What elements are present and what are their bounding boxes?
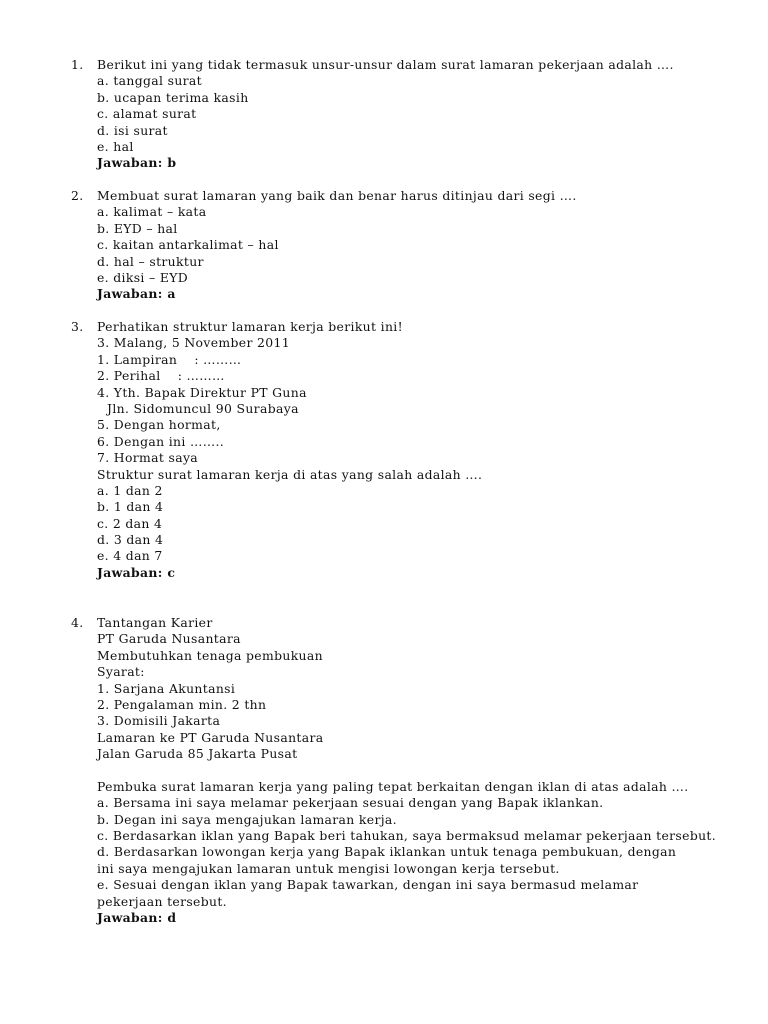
option-c: c. Berdasarkan iklan yang Bapak beri tahukan, saya bermaksud melamar pekerjaan tersebut.	[97, 828, 717, 844]
ad-line: Tantangan Karier	[97, 615, 213, 630]
answer-key: Jawaban: d	[97, 910, 177, 926]
option-b: b. ucapan terima kasih	[97, 89, 249, 105]
ad-line: Lamaran ke PT Garuda Nusantara	[97, 729, 324, 745]
structure-line: 6. Dengan ini ……..	[97, 433, 225, 449]
question-stem: Berikut ini yang tidak termasuk unsur-unsur dalam surat lamaran pekerjaan adalah ….	[97, 57, 674, 72]
option-e: e. Sesuai dengan iklan yang Bapak tawarkan, dengan ini saya bermasud melamar pekerjaan tersebut.	[97, 877, 639, 909]
option-d: d. hal – struktur	[97, 253, 204, 269]
question-text: Pembuka surat lamaran kerja yang paling tepat berkaitan dengan iklan di atas adalah ….	[97, 778, 689, 794]
option-d: d. isi surat	[97, 122, 168, 138]
ad-line: Syarat:	[97, 664, 145, 680]
structure-line: 4. Yth. Bapak Direktur PT Guna	[97, 384, 307, 400]
ad-line: PT Garuda Nusantara	[97, 631, 241, 647]
question-content	[97, 188, 697, 303]
option-a: a. 1 dan 2	[97, 482, 163, 498]
option-e: e. diksi – EYD	[97, 269, 189, 285]
ad-line: Jalan Garuda 85 Jakarta Pusat	[97, 746, 298, 762]
option-c: c. kaitan antarkalimat – hal	[97, 237, 279, 253]
option-b: b. Degan ini saya mengajukan lamaran kerja.	[97, 811, 397, 827]
structure-line: Jln. Sidomuncul 90 Surabaya	[107, 400, 299, 416]
option-a: a. Bersama ini saya melamar pekerjaan sesuai dengan yang Bapak iklankan.	[97, 795, 604, 811]
question-number: 1.	[71, 57, 84, 72]
question-stem: Perhatikan struktur lamaran kerja berikut ini!	[97, 319, 403, 334]
option-c: c. 2 dan 4	[97, 515, 163, 531]
answer-key: Jawaban: b	[97, 155, 177, 171]
question-number: 4.	[71, 615, 84, 630]
option-b: b. 1 dan 4	[97, 499, 164, 515]
question-content	[97, 615, 717, 926]
structure-line: 5. Dengan hormat,	[97, 417, 221, 433]
ad-line: 2. Pengalaman min. 2 thn	[97, 696, 267, 712]
option-d: d. Berdasarkan lowongan kerja yang Bapak iklankan untuk tenaga pembukuan, dengan ini saya mengajukan lamaran untuk mengisi lowongan kerja tersebut.	[97, 844, 677, 876]
option-d: d. 3 dan 4	[97, 532, 164, 548]
option-a: a. kalimat – kata	[97, 204, 207, 220]
question-stem: Membuat surat lamaran yang baik dan benar harus ditinjau dari segi ….	[97, 188, 577, 203]
ad-line: Membutuhkan tenaga pembukuan	[97, 647, 323, 663]
structure-line: 7. Hormat saya	[97, 450, 199, 466]
spacer	[97, 763, 697, 779]
question-content	[97, 57, 697, 172]
question-text: Struktur surat lamaran kerja di atas yang salah adalah ….	[97, 466, 483, 482]
structure-line: 2. Perihal : ………	[97, 368, 225, 384]
option-a: a. tanggal surat	[97, 73, 202, 89]
answer-key: Jawaban: a	[97, 286, 176, 302]
option-e: e. 4 dan 7	[97, 548, 163, 564]
option-e: e. hal	[97, 138, 134, 154]
ad-line: 3. Domisili Jakarta	[97, 713, 221, 729]
structure-line: 3. Malang, 5 November 2011	[97, 335, 290, 351]
option-b: b. EYD – hal	[97, 220, 178, 236]
structure-line: 1. Lampiran : ………	[97, 351, 242, 367]
ad-line: 1. Sarjana Akuntansi	[97, 680, 236, 696]
question-number: 3.	[71, 319, 84, 334]
option-c: c. alamat surat	[97, 106, 197, 122]
question-number: 2.	[71, 188, 84, 203]
question-content	[97, 319, 697, 581]
answer-key: Jawaban: c	[97, 564, 176, 580]
